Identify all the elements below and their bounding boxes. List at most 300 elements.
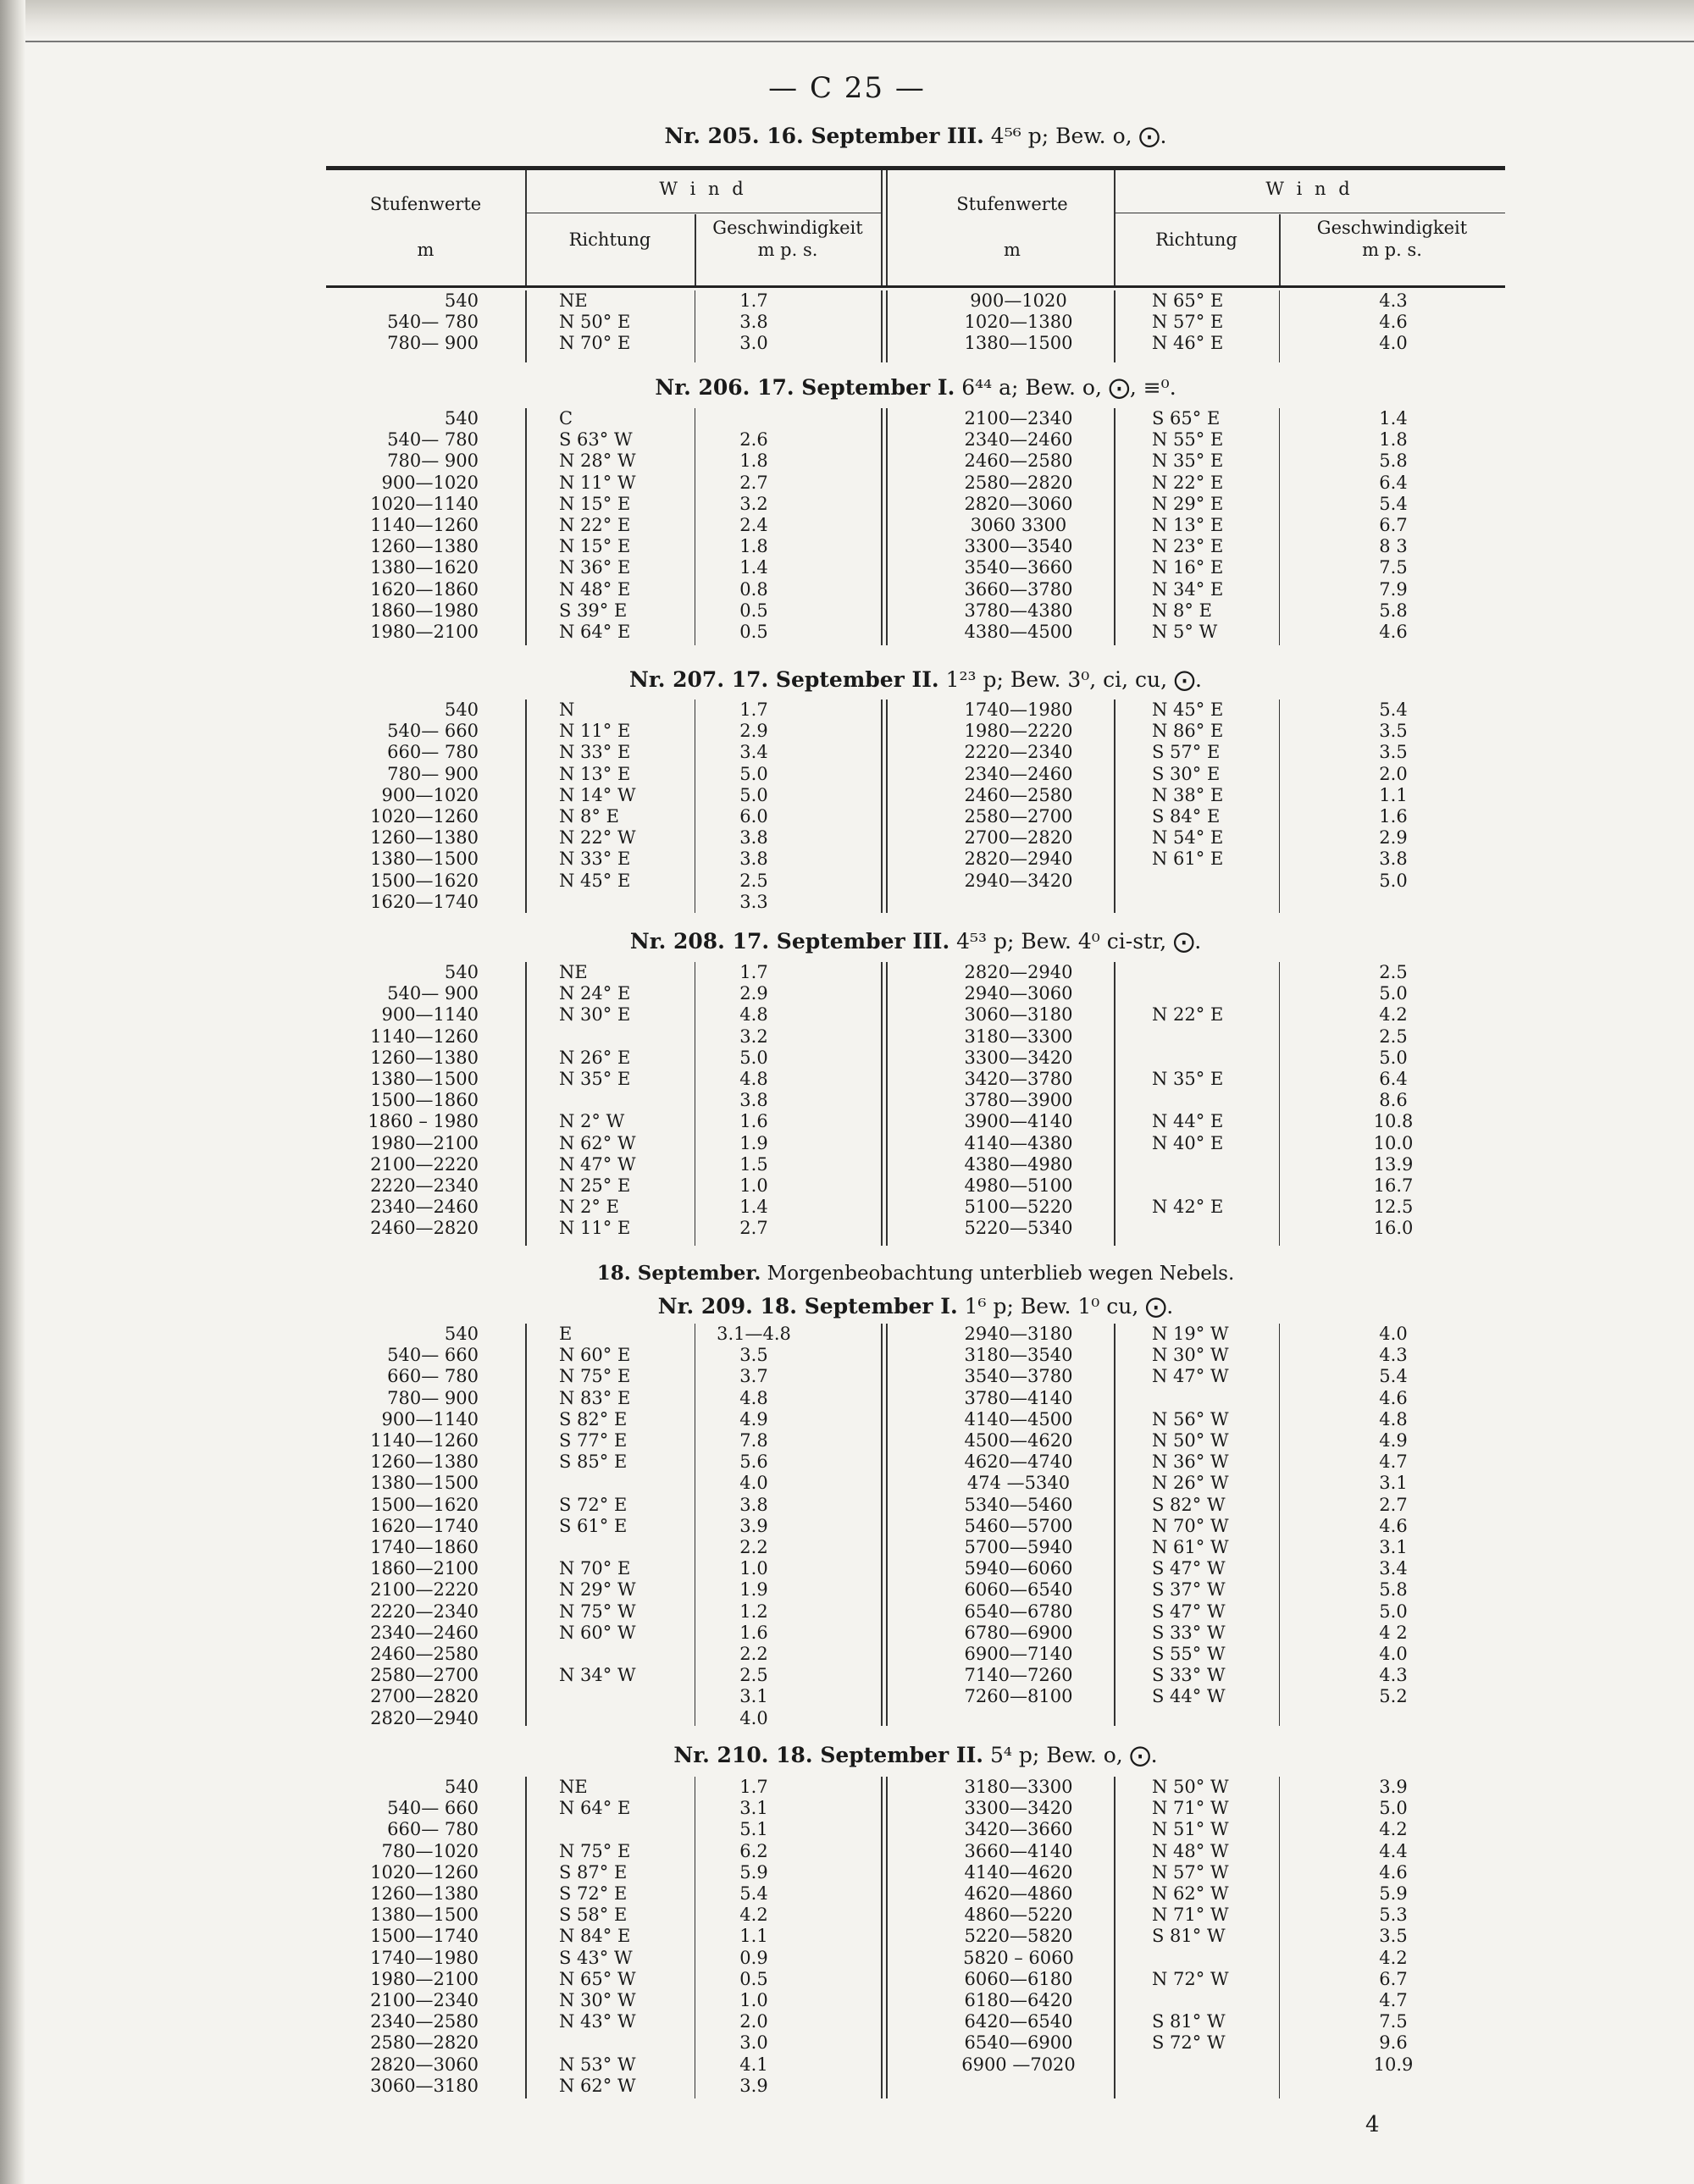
left-wind-speed-cell: 0.5 [739,600,768,621]
right-altitude-cell: 4500—4620 [964,1430,1073,1451]
right-altitude-cell: 4140—4380 [964,1132,1073,1153]
table-row [326,408,1505,429]
left-altitude-cell: 780— 900 [387,451,479,472]
right-altitude-cell: 3300—3540 [964,536,1073,557]
left-altitude-cell: 1500—1860 [370,1090,479,1111]
left-wind-direction-cell: N 70° E [559,1558,631,1579]
left-altitude-cell: 1380—1500 [370,849,479,870]
right-wind-speed-cell: 1.4 [1379,408,1408,429]
right-altitude-cell: 5220—5340 [964,1218,1073,1239]
right-altitude-cell: 3900—4140 [964,1111,1073,1132]
left-altitude-cell: 1140—1260 [370,1430,479,1451]
right-wind-speed-cell: 5.9 [1379,1883,1408,1904]
left-wind-direction-cell: S 77° E [559,1430,628,1451]
left-altitude-cell: 1260—1380 [370,827,479,849]
right-altitude-cell: 3540—3660 [964,557,1073,578]
left-wind-speed-cell: 5.1 [739,1819,768,1840]
section-title [326,667,1505,692]
right-altitude-cell: 4380—4980 [964,1153,1073,1175]
left-altitude-cell: 780— 900 [387,1387,479,1408]
table-row [326,2076,1505,2097]
table-row [326,290,1505,312]
left-wind-speed-cell: 3.8 [739,312,768,333]
wind-header-left: W i n d [659,179,747,199]
left-wind-direction-cell: N 11° E [559,721,631,742]
left-wind-direction-cell: N 25° E [559,1175,631,1196]
right-altitude-cell: 2820—3060 [964,493,1073,514]
altitude-unit-right: m [1004,240,1021,260]
right-wind-direction-cell: N 71° W [1152,1798,1229,1819]
section-title-number: Nr. 205. 16. September III. [664,124,984,148]
left-wind-direction-cell: N 60° E [559,1345,631,1366]
section-title-number: Nr. 208. 17. September III. [629,929,950,954]
left-wind-speed-cell: 2.9 [739,983,768,1004]
right-altitude-cell: 5340—5460 [964,1494,1073,1515]
left-wind-speed-cell: 1.4 [739,557,768,578]
right-wind-direction-cell: N 34° E [1152,578,1224,600]
table-row [326,764,1505,785]
left-wind-speed-cell: 5.6 [739,1451,768,1473]
left-wind-direction-cell: S 39° E [559,600,628,621]
section-title-number: Nr. 206. 17. September I. [655,375,955,400]
left-altitude-cell: 2340—2580 [370,2011,479,2032]
left-altitude-cell: 540 [444,1324,479,1344]
right-wind-speed-cell: 4.0 [1379,1324,1408,1344]
left-wind-speed-cell: 1.1 [739,1926,768,1947]
left-altitude-cell: 1020—1260 [370,1861,479,1883]
left-wind-speed-cell: 1.7 [739,699,768,720]
left-wind-speed-cell: 6.2 [739,1840,768,1861]
right-wind-direction-cell: N 46° E [1152,333,1224,354]
left-altitude-cell: 2580—2820 [370,2032,479,2054]
left-wind-direction-cell: N 22° W [559,827,636,849]
right-wind-direction-cell: N 72° W [1152,1968,1229,1989]
left-altitude-cell: 660— 780 [387,1819,479,1840]
right-wind-speed-cell: 4.6 [1379,622,1408,642]
right-wind-speed-cell: 5.4 [1379,699,1408,720]
right-altitude-cell: 2340—2460 [964,763,1073,784]
right-wind-speed-cell: 2.0 [1379,763,1408,784]
left-wind-speed-cell: 5.0 [739,763,768,784]
left-wind-speed-cell: 3.9 [739,2075,768,2096]
right-altitude-cell: 6420—6540 [964,2011,1073,2032]
right-wind-speed-cell: 3.8 [1379,849,1408,870]
left-wind-direction-cell: N 84° E [559,1926,631,1947]
table-row [326,1969,1505,1990]
left-wind-direction-cell: N 11° E [559,1218,631,1239]
right-altitude-cell: 3300—3420 [964,1798,1073,1819]
left-altitude-cell: 900—1140 [381,1004,479,1026]
left-altitude-cell: 900—1020 [381,784,479,805]
right-altitude-cell: 3420—3660 [964,1819,1073,1840]
right-altitude-cell: 3780—4140 [964,1387,1073,1408]
right-wind-direction-cell: N 13° E [1152,515,1224,535]
right-wind-direction-cell: N 61° W [1152,1537,1229,1557]
right-wind-speed-cell: 3.1 [1379,1473,1408,1494]
left-wind-direction-cell: N 24° E [559,983,631,1004]
right-altitude-cell: 6900 —7020 [961,2054,1076,2075]
left-wind-direction-cell: N 2° E [559,1197,619,1218]
left-wind-speed-cell: 3.5 [739,1345,768,1366]
right-wind-direction-cell: N 44° E [1152,1111,1224,1132]
left-altitude-cell: 1620—1740 [370,1515,479,1536]
left-altitude-cell: 1380—1620 [370,557,479,578]
right-wind-speed-cell: 4.7 [1379,1451,1408,1473]
wind-header-right: W i n d [1265,179,1354,199]
left-altitude-cell: 1140—1260 [370,515,479,535]
left-wind-speed-cell: 2.2 [739,1537,768,1557]
left-wind-speed-cell: 3.3 [739,891,768,912]
left-wind-direction-cell: N 64° E [559,622,631,642]
left-altitude-cell: 2460—2580 [370,1644,479,1664]
right-wind-direction-cell: S 37° W [1152,1579,1226,1601]
page-header: — C 25 — [768,71,926,105]
right-wind-speed-cell: 3.5 [1379,742,1408,763]
left-altitude-cell: 1860—2100 [370,1558,479,1579]
left-altitude-cell: 660— 780 [387,1366,479,1387]
right-altitude-cell: 3660—4140 [964,1840,1073,1861]
right-wind-speed-cell: 5.3 [1379,1905,1408,1926]
right-wind-direction-cell: S 47° W [1152,1558,1226,1579]
left-altitude-cell: 1500—1620 [370,1494,479,1515]
table-row [326,1409,1505,1430]
left-wind-direction-cell: N 50° E [559,312,631,333]
right-wind-speed-cell: 5.0 [1379,983,1408,1004]
right-wind-speed-cell: 16.7 [1373,1175,1414,1196]
section-205 [326,290,1505,362]
left-wind-direction-cell: NE [559,962,588,982]
left-altitude-cell: 540— 660 [387,1345,479,1366]
right-wind-direction-cell: N 54° E [1152,827,1224,849]
left-wind-direction-cell: S 58° E [559,1905,628,1926]
left-altitude-cell: 540— 780 [387,429,479,451]
right-altitude-cell: 5460—5700 [964,1515,1073,1536]
left-wind-speed-cell: 2.5 [739,1665,768,1686]
right-wind-direction-cell: S 47° W [1152,1601,1226,1622]
left-wind-direction-cell: S 85° E [559,1451,628,1473]
right-altitude-cell: 2220—2340 [964,742,1073,763]
left-wind-direction-cell: N 8° E [559,806,619,827]
left-altitude-cell: 1380—1500 [370,1069,479,1089]
left-wind-speed-cell: 1.5 [739,1153,768,1175]
table-row [326,515,1505,536]
table-row [326,742,1505,763]
right-wind-speed-cell: 5.0 [1379,1798,1408,1819]
right-wind-direction-cell: S 81° W [1152,2011,1226,2032]
right-wind-speed-cell: 5.4 [1379,493,1408,514]
left-wind-direction-cell: N 62° W [559,1132,636,1153]
left-wind-speed-cell: 3.9 [739,1515,768,1536]
left-altitude-cell: 2580—2700 [370,1665,479,1686]
right-wind-speed-cell: 13.9 [1373,1153,1414,1175]
left-wind-speed-cell: 1.9 [739,1579,768,1601]
right-wind-speed-cell: 3.9 [1379,1777,1408,1797]
right-wind-direction-cell: N 50° W [1152,1430,1229,1451]
left-wind-speed-cell: 3.0 [739,333,768,354]
left-wind-direction-cell: S 61° E [559,1515,628,1536]
right-wind-speed-cell: 4.2 [1379,1819,1408,1840]
left-altitude-cell: 1260—1380 [370,536,479,557]
left-wind-speed-cell: 2.4 [739,515,768,535]
right-wind-speed-cell: 6.4 [1379,472,1408,493]
section-title-number: Nr. 207. 17. September II. [629,667,939,692]
section-title [326,929,1505,954]
right-wind-direction-cell: N 22° E [1152,472,1224,493]
left-altitude-cell: 1380—1500 [370,1473,479,1494]
column-divider [886,170,888,285]
right-altitude-cell: 3180—3540 [964,1345,1073,1366]
left-wind-speed-cell: 1.0 [739,1990,768,2010]
left-altitude-cell: 2460—2820 [370,1218,479,1239]
section-208 [326,962,1505,1246]
right-altitude-cell: 1020—1380 [964,312,1073,333]
left-altitude-cell: 1740—1980 [370,1947,479,1968]
left-wind-speed-cell: 2.0 [739,2011,768,2032]
table-row [326,1218,1505,1239]
right-altitude-cell: 6540—6780 [964,1601,1073,1622]
right-wind-speed-cell: 12.5 [1373,1197,1414,1218]
left-wind-speed-cell: 1.4 [739,1197,768,1218]
right-altitude-cell: 2940—3180 [964,1324,1073,1344]
left-altitude-cell: 1620—1740 [370,891,479,912]
left-wind-direction-cell: NE [559,1777,588,1797]
left-wind-direction-cell: N 13° E [559,763,631,784]
right-wind-speed-cell: 10.0 [1373,1132,1414,1153]
left-altitude-cell: 540 [444,699,479,720]
left-wind-direction-cell: N 75° W [559,1601,636,1622]
table-row [326,1133,1505,1154]
altitude-unit: m [417,240,435,260]
right-altitude-cell: 2820—2940 [964,849,1073,870]
table-row [326,1175,1505,1197]
left-wind-speed-cell: 2.7 [739,472,768,493]
right-wind-speed-cell: 4.9 [1379,1430,1408,1451]
left-wind-direction-cell: S 87° E [559,1861,628,1883]
left-wind-direction-cell: NE [559,290,588,311]
right-wind-direction-cell: S 44° W [1152,1686,1226,1707]
left-wind-speed-cell: 4.1 [739,2054,768,2075]
left-wind-direction-cell: N 2° W [559,1111,625,1132]
right-altitude-cell: 2580—2700 [964,806,1073,827]
left-wind-speed-cell: 4.0 [739,1473,768,1494]
right-wind-direction-cell: N 19° W [1152,1324,1229,1344]
right-wind-direction-cell: N 8° E [1152,600,1212,621]
left-wind-speed-cell: 3.8 [739,827,768,849]
left-wind-speed-cell: 3.8 [739,1494,768,1515]
left-wind-direction-cell: N 70° E [559,333,631,354]
table-row [326,600,1505,622]
left-altitude-cell: 1980—2100 [370,622,479,642]
left-wind-direction-cell: S 72° E [559,1494,628,1515]
right-wind-speed-cell: 2.5 [1379,962,1408,982]
left-wind-speed-cell: 1.9 [739,1132,768,1153]
table-row [326,1862,1505,1883]
table-row [326,473,1505,494]
right-wind-speed-cell: 6.7 [1379,515,1408,535]
left-altitude-cell: 2100—2220 [370,1579,479,1601]
right-altitude-cell: 6060—6180 [964,1968,1073,1989]
speed-unit-left: m p. s. [757,240,818,260]
left-wind-direction-cell: N 15° E [559,536,631,557]
table-row [326,1777,1505,1798]
left-wind-direction-cell: C [559,408,573,429]
table-row [326,429,1505,451]
left-wind-speed-cell: 2.7 [739,1218,768,1239]
left-wind-speed-cell: 7.8 [739,1430,768,1451]
left-wind-direction-cell: N 33° E [559,849,631,870]
table-row [326,1905,1505,1926]
left-wind-speed-cell: 3.4 [739,742,768,763]
left-wind-speed-cell: 5.0 [739,1047,768,1068]
right-wind-speed-cell: 8.6 [1379,1090,1408,1111]
right-wind-speed-cell: 4.0 [1379,333,1408,354]
right-wind-direction-cell: N 35° E [1152,451,1224,472]
right-wind-direction-cell: S 55° W [1152,1644,1226,1664]
left-wind-speed-cell: 2.6 [739,429,768,451]
left-wind-speed-cell: 0.8 [739,578,768,600]
right-wind-direction-cell: S 33° W [1152,1665,1226,1686]
right-wind-speed-cell: 4.6 [1379,1515,1408,1536]
right-altitude-cell: 4620—4740 [964,1451,1073,1473]
right-altitude-cell: 2940—3060 [964,983,1073,1004]
right-altitude-cell: 2940—3420 [964,870,1073,891]
right-wind-speed-cell: 4.3 [1379,290,1408,311]
table-row [326,1069,1505,1090]
table-row [326,871,1505,892]
right-wind-speed-cell: 4.2 [1379,1947,1408,1968]
right-altitude-cell: 2580—2820 [964,472,1073,493]
left-wind-direction-cell: N 29° W [559,1579,636,1601]
right-wind-direction-cell: S 72° W [1152,2032,1226,2054]
table-row [326,1665,1505,1686]
right-wind-speed-cell: 4.3 [1379,1665,1408,1686]
left-wind-speed-cell: 5.4 [739,1883,768,1904]
right-wind-direction-cell: N 30° W [1152,1345,1229,1366]
left-wind-direction-cell: N 28° W [559,451,636,472]
direction-header-right: Richtung [1155,229,1237,250]
left-wind-direction-cell: N 75° E [559,1840,631,1861]
left-wind-direction-cell: S 82° E [559,1408,628,1429]
right-wind-speed-cell: 3.5 [1379,721,1408,742]
table-row [326,1473,1505,1494]
speed-header-left: Geschwindigkeit [712,218,863,238]
right-wind-direction-cell: N 55° E [1152,429,1224,451]
right-altitude-cell: 6780—6900 [964,1622,1073,1643]
left-wind-speed-cell: 0.5 [739,622,768,642]
left-wind-speed-cell: 0.9 [739,1947,768,1968]
right-wind-direction-cell: N 48° W [1152,1840,1229,1861]
right-altitude-cell: 7140—7260 [964,1665,1073,1686]
left-wind-direction-cell: N 60° W [559,1622,636,1643]
right-wind-direction-cell: N 86° E [1152,721,1224,742]
table-row [326,1948,1505,1969]
left-wind-direction-cell: N 34° W [559,1665,636,1686]
right-altitude-cell: 6900—7140 [964,1644,1073,1664]
table-row [326,1644,1505,1665]
right-wind-speed-cell: 5.8 [1379,451,1408,472]
left-wind-direction-cell: N 48° E [559,578,631,600]
left-altitude-cell: 1500—1620 [370,870,479,891]
left-wind-direction-cell: N 22° E [559,515,631,535]
right-wind-direction-cell: S 84° E [1152,806,1221,827]
speed-header-right: Geschwindigkeit [1316,218,1468,238]
left-wind-speed-cell: 4.2 [739,1905,768,1926]
right-altitude-cell: 1740—1980 [964,699,1073,720]
right-wind-direction-cell: N 26° W [1152,1473,1229,1494]
left-altitude-cell: 2220—2340 [370,1175,479,1196]
section-title-details: 4⁵⁶ p; Bew. o, ⨀. [983,124,1167,148]
right-wind-direction-cell: N 38° E [1152,784,1224,805]
right-wind-direction-cell: S 30° E [1152,763,1221,784]
left-altitude-cell: 540 [444,408,479,429]
right-altitude-cell: 4980—5100 [964,1175,1073,1196]
table-row [326,1537,1505,1558]
left-altitude-cell: 2340—2460 [370,1197,479,1218]
table-row [326,1111,1505,1132]
right-altitude-cell: 4860—5220 [964,1905,1073,1926]
table-row [326,785,1505,806]
section-title-number: Nr. 209. 18. September I. [657,1294,958,1319]
right-wind-speed-cell: 4.6 [1379,1387,1408,1408]
left-altitude-cell: 1980—2100 [370,1132,479,1153]
right-altitude-cell: 4140—4620 [964,1861,1073,1883]
table-row [326,1197,1505,1218]
right-wind-direction-cell: N 42° E [1152,1197,1224,1218]
right-wind-direction-cell: S 81° W [1152,1926,1226,1947]
left-altitude-cell: 1380—1500 [370,1905,479,1926]
section-210 [326,1777,1505,2098]
right-wind-direction-cell: N 57° W [1152,1861,1229,1883]
right-wind-speed-cell: 6.4 [1379,1069,1408,1089]
right-altitude-cell: 5940—6060 [964,1558,1073,1579]
table-row [326,1926,1505,1947]
right-wind-direction-cell: N 40° E [1152,1132,1224,1153]
right-wind-direction-cell: N 5° W [1152,622,1218,642]
section-title-number: Nr. 210. 18. September II. [673,1743,984,1767]
left-altitude-cell: 2100—2220 [370,1153,479,1175]
right-altitude-cell: 2340—2460 [964,429,1073,451]
table-row [326,2032,1505,2054]
table-row [326,1516,1505,1537]
table-row [326,557,1505,578]
right-altitude-cell: 3060 3300 [970,515,1067,535]
table-row [326,1495,1505,1516]
right-altitude-cell: 6540—6900 [964,2032,1073,2054]
left-wind-speed-cell: 4.8 [739,1004,768,1026]
section-title-details: 1²³ p; Bew. 3⁰, ci, cu, ⨀. [938,667,1202,692]
left-wind-speed-cell: 5.9 [739,1861,768,1883]
right-wind-speed-cell: 5.0 [1379,1047,1408,1068]
table-row [326,451,1505,472]
right-wind-direction-cell: N 71° W [1152,1905,1229,1926]
section-title-details: 4⁵³ p; Bew. 4⁰ ci-str, ⨀. [949,929,1202,954]
left-altitude-cell: 540 [444,1777,479,1797]
left-wind-speed-cell: 1.0 [739,1558,768,1579]
right-wind-direction-cell: S 65° E [1152,408,1221,429]
left-wind-speed-cell: 2.5 [739,870,768,891]
table-row [326,1708,1505,1729]
table-row [326,1366,1505,1387]
right-altitude-cell: 4140—4500 [964,1408,1073,1429]
left-altitude-cell: 2820—3060 [370,2054,479,2075]
right-wind-direction-cell: N 51° W [1152,1819,1229,1840]
table-row [326,1345,1505,1366]
right-wind-direction-cell: N 70° W [1152,1515,1229,1536]
table-row [326,1601,1505,1623]
observation-note [326,1262,1505,1285]
table-row [326,962,1505,983]
left-wind-direction-cell: N 47° W [559,1153,636,1175]
